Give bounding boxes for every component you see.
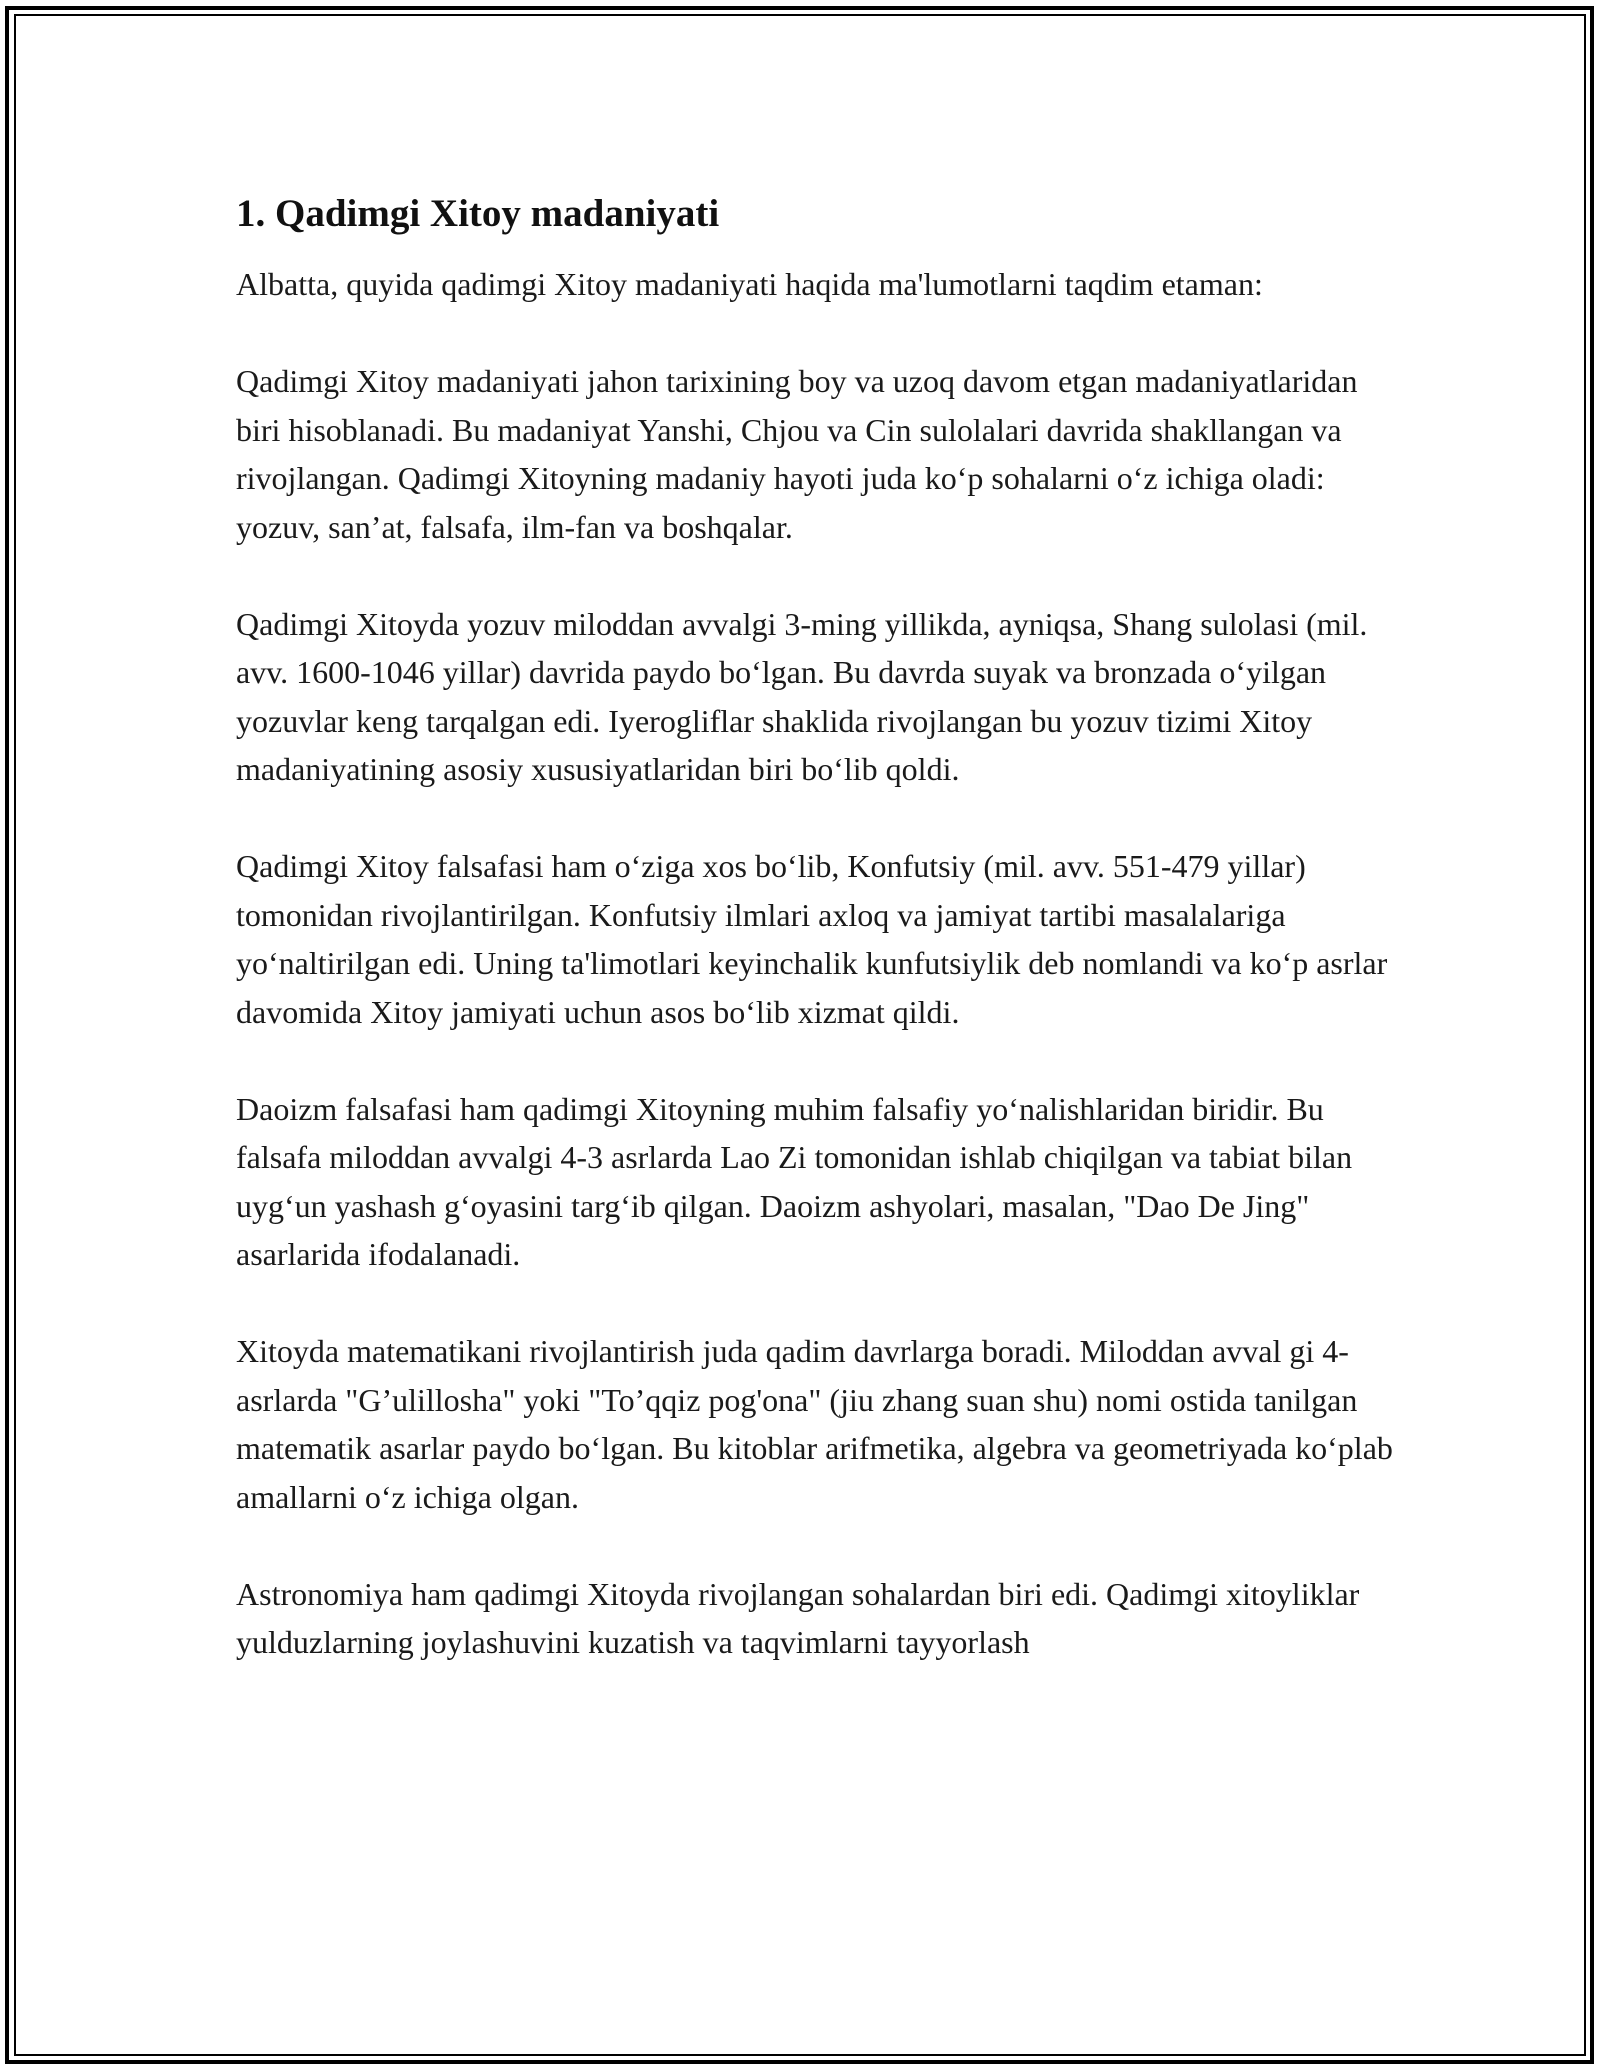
paragraph-writing: Qadimgi Xitoyda yozuv miloddan avvalgi 3-ming yillikda, ayniqsa, Shang sulolasi (mil. avv. 1600-1046 yillar) davrida paydo boʻlgan. Bu davrda suyak va bronzada oʻyilgan yozuvlar keng tarqalgan edi. Iyerogliflar shaklida rivojlangan bu yozuv tizimi Xitoy madaniyatining asosiy xususiyatlaridan biri boʻlib qoldi. <box>236 605 1368 787</box>
document-body <box>236 188 1396 1715</box>
paragraph-intro: Albatta, quyida qadimgi Xitoy madaniyati haqida ma'lumotlarni taqdim etaman: <box>236 266 1263 302</box>
paragraph-astronomy: Astronomiya ham qadimgi Xitoyda rivojlangan sohalardan biri edi. Qadimgi xitoyliklar yulduzlarning joylashuvini kuzatish va taqvimlarni tayyorlash <box>236 1575 1360 1660</box>
paragraph-overview: Qadimgi Xitoy madaniyati jahon tarixining boy va uzoq davom etgan madaniyatlaridan biri hisoblanadi. Bu madaniyat Yanshi, Chjou va Cin sulolalari davrida shakllangan va rivojlangan. Qadimgi Xitoyning madaniy hayoti juda koʻp sohalarni oʻz ichiga oladi: yozuv, san’at, falsafa, ilm-fan va boshqalar. <box>236 363 1358 545</box>
paragraph-daoism: Daoizm falsafasi ham qadimgi Xitoyning muhim falsafiy yoʻnalishlaridan biridir. Bu falsafa miloddan avvalgi 4-3 asrlarda Lao Zi tomonidan ishlab chiqilgan va tabiat bilan uygʻun yashash gʻoyasini targʻib qilgan. Daoizm ashyolari, masalan, "Dao De Jing" asarlarida ifodalanadi. <box>236 1090 1353 1272</box>
document-title: 1. Qadimgi Xitoy madaniyati <box>236 192 720 235</box>
paragraph-mathematics: Xitoyda matematikani rivojlantirish juda qadim davrlarga boradi. Miloddan avval gi 4-asrlarda "G’ulillosha" yoki "To’qqiz pog'ona" (jiu zhang suan shu) nomi ostida tanilgan matematik asarlar paydo boʻlgan. Bu kitoblar arifmetika, algebra va geometriyada koʻplab amallarni oʻz ichiga olgan. <box>236 1333 1393 1515</box>
paragraph-confucianism: Qadimgi Xitoy falsafasi ham oʻziga xos boʻlib, Konfutsiy (mil. avv. 551-479 yillar) tomonidan rivojlantirilgan. Konfutsiy ilmlari axloq va jamiyat tartibi masalalariga yoʻnaltirilgan edi. Uning ta'limotlari keyinchalik kunfutsiylik deb nomlandi va koʻp asrlar davomida Xitoy jamiyati uchun asos boʻlib xizmat qildi. <box>236 848 1388 1030</box>
